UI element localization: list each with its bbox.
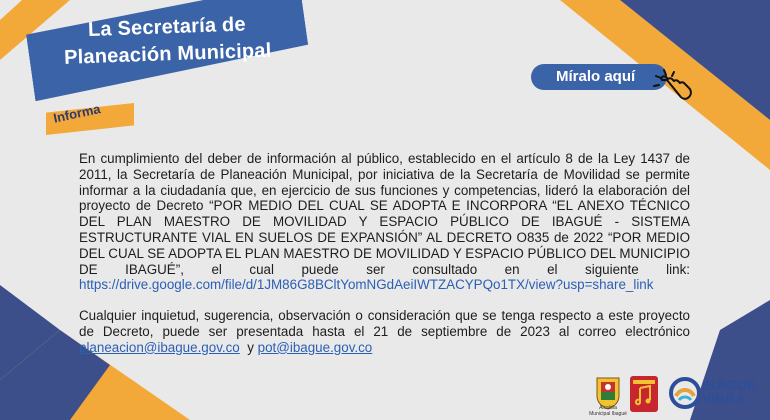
musical-city-logo	[629, 374, 659, 414]
ibague-vibra-icon	[668, 376, 702, 410]
alcaldia-logo-caption: Alcaldía Municipal Ibagué	[589, 405, 627, 417]
view-here-label: Míralo aquí	[556, 68, 636, 85]
pointing-hand-click-icon	[650, 66, 694, 104]
email-link-planeacion[interactable]: planeacion@ibague.gov.co	[79, 339, 240, 355]
email-link-pot[interactable]: pot@ibague.gov.co	[257, 339, 373, 355]
paragraph-2	[79, 308, 690, 355]
email-connector: y	[247, 339, 254, 355]
ibague-vibra-wordmark	[702, 379, 756, 405]
view-here-button[interactable]	[531, 64, 667, 90]
drive-link[interactable]: https://drive.google.com/file/d/1JM86G8BCltYomNGdAeiIWTZACYPQo1TX/view?usp=share_link	[79, 277, 654, 293]
announcement-body	[79, 151, 690, 356]
title-line-1: La Secretaría de	[87, 13, 247, 42]
ibague-vibra-line-2: VIBRA	[702, 390, 746, 406]
paragraph-2-text: Cualquier inquietud, sugerencia, observación o consideración que se tenga respecto a este proyecto de Decreto, puede ser presentada hasta el 21 de septiembre de 2023 al correo electrónico	[79, 308, 690, 339]
page-title	[27, 9, 307, 73]
informa-label: Informa	[52, 101, 102, 126]
paragraph-1	[79, 151, 690, 293]
paragraph-1-text: En cumplimiento del deber de información al público, establecido en el artículo 8 de la Ley 1437 de 2011, la Secretaría de Planeación Municipal, por iniciativa de la Secretaría de Movilidad se permite informar a la ciudadanía que, en ejercicio de sus funciones y competencias, lideró la elaboración del proyecto de Decreto “POR MEDIO DEL CUAL SE ADOPTA E INCORPORA “EL ANEXO TÉCNICO DEL PLAN MAESTRO DE MOVILIDAD Y ESPACIO PÚBLICO DE IBAGUÉ - SISTEMA ESTRUCTURANTE VIAL EN SUELOS DE EXPANSIÓN” AL DECRETO O835 de 2022 “POR MEDIO DEL CUAL SE ADOPTA EL PLAN MAESTRO DE MOVILIDAD Y ESPACIO PÚBLICO DEL MUNICIPIO DE IBAGUÉ”, el cual puede ser consultado en el siguiente link:	[79, 151, 690, 277]
title-line-2: Planeación Municipal	[63, 39, 272, 69]
ibague-vibra-line-1: IBAGUÉ	[702, 377, 757, 393]
